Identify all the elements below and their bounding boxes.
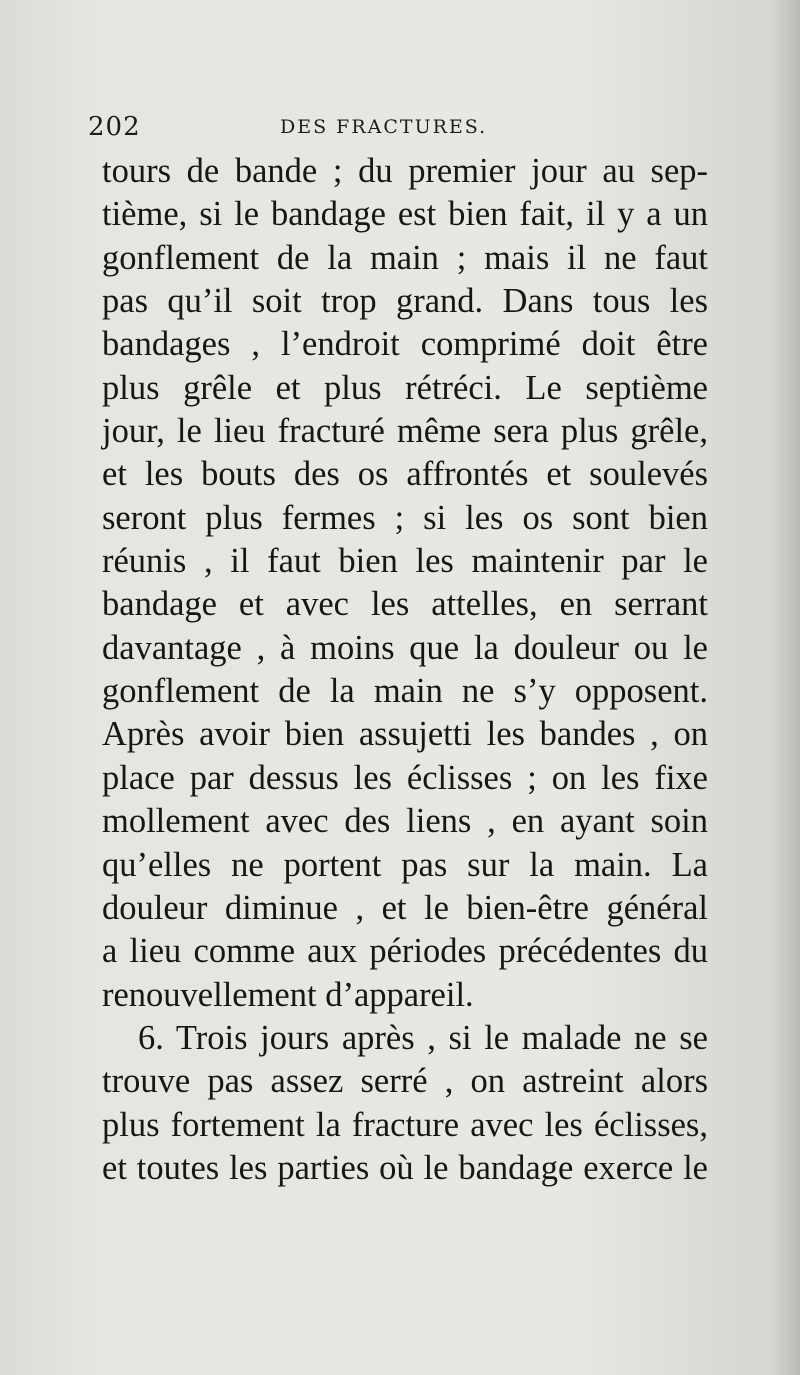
text-line: et les bouts des os affrontés et soulevés: [102, 455, 708, 494]
text-line: seront plus fermes ; si les os sont bien: [102, 498, 708, 537]
text-line: Après avoir bien assujetti les bandes , on: [102, 715, 708, 754]
page-number: 202: [88, 112, 141, 142]
text-line: trouve pas assez serré , on astreint alors: [102, 1062, 708, 1101]
page-header: [88, 112, 708, 152]
text-line: 6. Trois jours après , si le malade ne se: [138, 1018, 708, 1057]
text-line: mollement avec des liens , en ayant soin: [102, 802, 708, 841]
running-head: DES FRACTURES.: [280, 116, 488, 138]
text-line: réunis , il faut bien les maintenir par le: [102, 542, 708, 581]
text-line: tième, si le bandage est bien fait, il y a un: [102, 195, 708, 234]
text-line: place par dessus les éclisses ; on les fixe: [102, 758, 708, 797]
text-line: douleur diminue , et le bien-être général: [102, 888, 708, 927]
text-line: renouvellement d’appareil.: [102, 975, 474, 1014]
text-line: et toutes les parties où le bandage exerce le: [102, 1148, 708, 1187]
text-line: gonflement de la main ; mais il ne faut: [102, 238, 708, 277]
text-line: bandages , l’endroit comprimé doit être: [102, 325, 708, 364]
text-line: jour, le lieu fracturé même sera plus grêle,: [102, 412, 708, 451]
text-line: pas qu’il soit trop grand. Dans tous les: [102, 282, 708, 321]
text-line: tours de bande ; du premier jour au sep-: [102, 152, 708, 190]
text-line: davantage , à moins que la douleur ou le: [102, 628, 708, 667]
page-edge-shadow: [772, 0, 800, 1375]
text-line: bandage et avec les attelles, en serrant: [102, 585, 708, 624]
text-line: plus fortement la fracture avec les éclisses,: [102, 1105, 708, 1144]
text-line: qu’elles ne portent pas sur la main. La: [102, 845, 708, 884]
body-text: [102, 150, 708, 1190]
text-line: a lieu comme aux périodes précédentes du: [102, 932, 708, 971]
text-line: plus grêle et plus rétréci. Le septième: [102, 368, 708, 407]
text-line: gonflement de la main ne s’y opposent.: [102, 672, 708, 711]
